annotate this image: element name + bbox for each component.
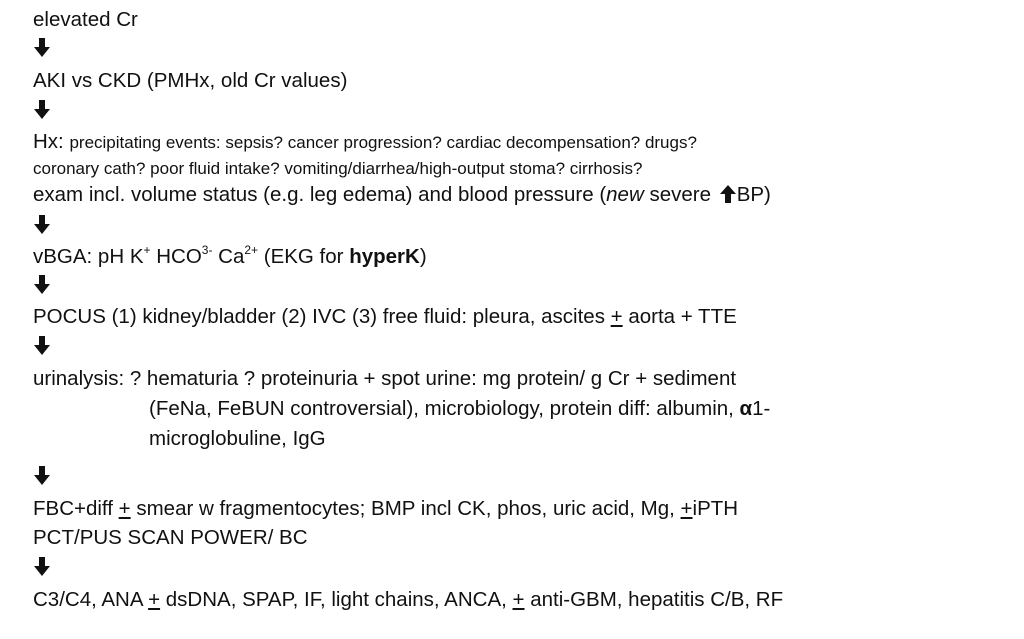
serology-text-mid: dsDNA, SPAP, IF, light chains, ANCA, bbox=[160, 588, 513, 611]
vbga-text: vBGA: pH K bbox=[33, 245, 144, 268]
step-serology bbox=[33, 588, 783, 612]
down-arrow-icon bbox=[33, 100, 51, 120]
alpha-suffix: 1- bbox=[752, 397, 771, 420]
plus-minus-sign: + bbox=[680, 497, 693, 520]
down-arrow-icon bbox=[33, 215, 51, 235]
alpha-symbol: α bbox=[739, 397, 753, 420]
fbc-text: FBC+diff bbox=[33, 497, 119, 520]
hx-events-cont: coronary cath? poor fluid intake? vomiting/diarrhea/high-output stoma? cirrhosis? bbox=[33, 159, 643, 178]
exam-new: new bbox=[606, 183, 644, 206]
step-aki-vs-ckd bbox=[33, 69, 347, 93]
step-pocus bbox=[33, 305, 737, 329]
step-urinalysis-line-3 bbox=[149, 427, 326, 451]
step-history-line-2 bbox=[33, 157, 643, 181]
plus-minus-sign: + bbox=[148, 588, 161, 611]
ipth-text: iPTH bbox=[692, 497, 739, 520]
down-arrow-icon bbox=[33, 275, 51, 295]
step-elevated-cr bbox=[33, 8, 138, 32]
pocus-text: POCUS (1) kidney/bladder (2) IVC (3) free fluid: pleura, ascites bbox=[33, 305, 611, 328]
bmp-text: smear w fragmentocytes; BMP incl CK, phos, uric acid, Mg, bbox=[130, 497, 681, 520]
plus-minus-sign: + bbox=[512, 588, 525, 611]
urinalysis-globulin: microglobuline, IgG bbox=[149, 427, 326, 450]
hx-prefix: Hx: bbox=[33, 130, 70, 153]
exam-severe: severe bbox=[643, 183, 717, 206]
sup-3: 3- bbox=[201, 243, 213, 258]
pct-text: PCT/PUS SCAN POWER/ BC bbox=[33, 526, 308, 549]
vbga-close: ) bbox=[419, 245, 427, 268]
vbga-ekg: (EKG for bbox=[258, 245, 350, 268]
step-text: AKI vs CKD (PMHx, old Cr values) bbox=[33, 69, 348, 92]
hyperk-label: hyperK bbox=[349, 245, 420, 268]
down-arrow-icon bbox=[33, 557, 51, 577]
hx-events: precipitating events: sepsis? cancer progression? cardiac decompensation? drugs? bbox=[69, 133, 697, 152]
plus-minus-sign: + bbox=[118, 497, 131, 520]
sup-plus: + bbox=[143, 243, 151, 258]
step-infection-tests bbox=[33, 526, 308, 550]
serology-text-end: anti-GBM, hepatitis C/B, RF bbox=[524, 588, 784, 611]
pocus-text-end: aorta + TTE bbox=[622, 305, 737, 328]
step-history-line-1 bbox=[33, 130, 697, 155]
down-arrow-icon bbox=[33, 38, 51, 58]
down-arrow-icon bbox=[33, 466, 51, 486]
up-arrow-icon bbox=[719, 185, 737, 203]
step-urinalysis-line-2 bbox=[149, 397, 770, 421]
step-exam bbox=[33, 183, 771, 207]
urinalysis-text: urinalysis: ? hematuria ? proteinuria + spot urine: mg protein/ g Cr + sediment bbox=[33, 367, 737, 390]
step-vbga bbox=[33, 245, 427, 269]
step-text: elevated Cr bbox=[33, 8, 138, 31]
step-blood-tests bbox=[33, 497, 738, 521]
down-arrow-icon bbox=[33, 336, 51, 356]
exam-text: exam incl. volume status (e.g. leg edema) and blood pressure ( bbox=[33, 183, 607, 206]
urinalysis-diff: (FeNa, FeBUN controversial), microbiology, protein diff: albumin, bbox=[149, 397, 740, 420]
sup-2: 2+ bbox=[244, 243, 259, 258]
plus-minus-sign: + bbox=[610, 305, 623, 328]
exam-bp: BP) bbox=[736, 183, 771, 206]
serology-text: C3/C4, ANA bbox=[33, 588, 149, 611]
step-urinalysis-line-1 bbox=[33, 367, 736, 391]
vbga-hco: HCO bbox=[150, 245, 202, 268]
vbga-ca: Ca bbox=[212, 245, 245, 268]
